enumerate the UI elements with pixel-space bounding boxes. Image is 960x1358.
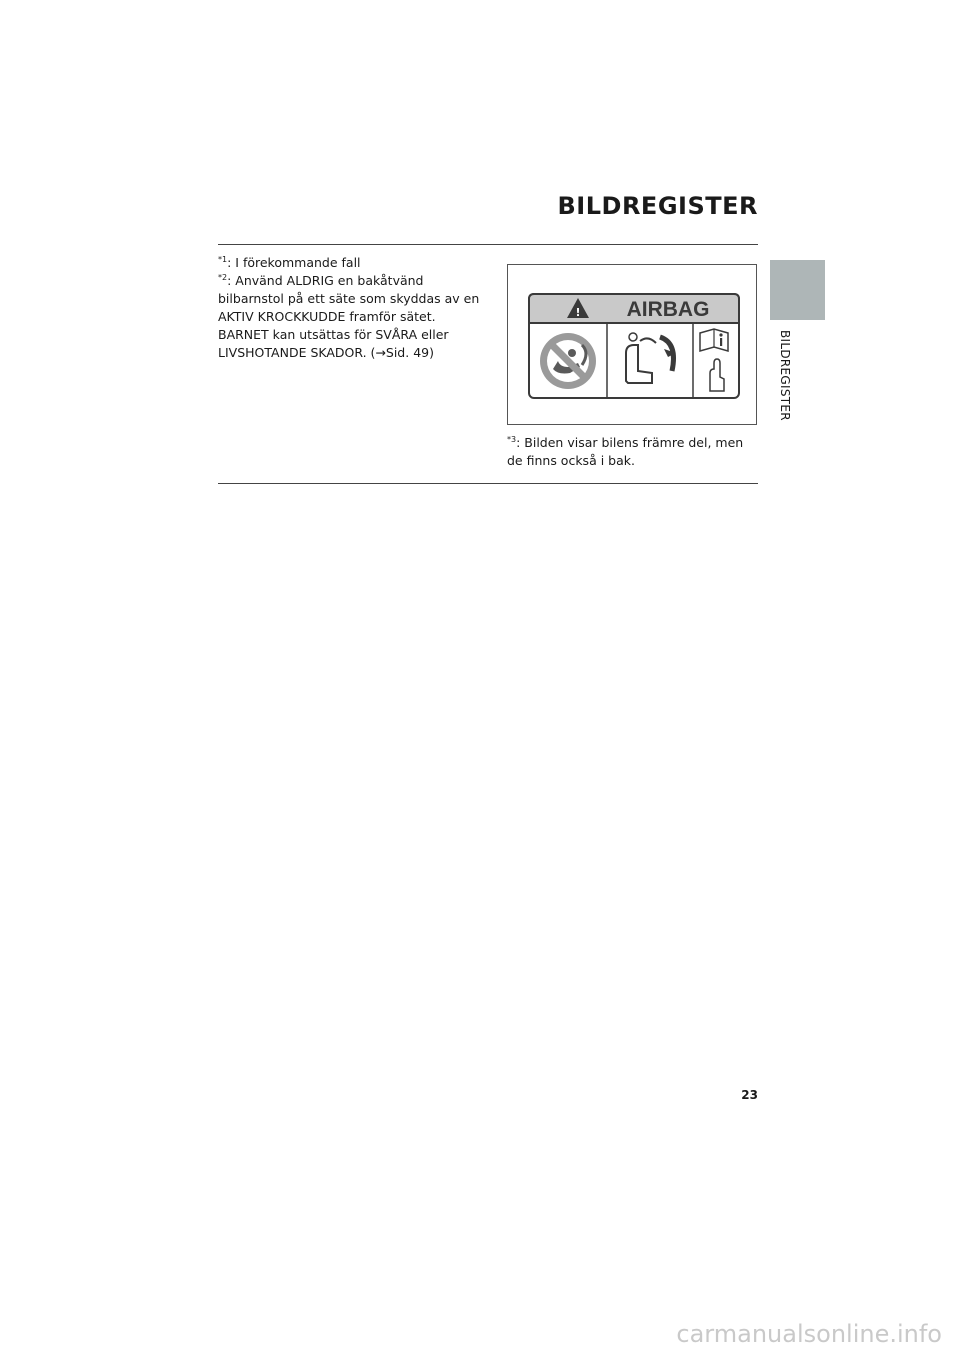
footnote-2-number: 2: [222, 272, 228, 282]
footnote-3-text: : Bilden visar bilens främre del, men de finns också i bak.: [507, 435, 744, 468]
footnote-2-marker: [218, 273, 227, 282]
side-tab-label: BILDREGISTER: [778, 330, 792, 421]
footnote-1-number: 1: [222, 254, 228, 264]
airbag-warning-label: [528, 293, 740, 399]
top-divider: [218, 244, 758, 245]
footnote-3: [507, 434, 759, 470]
footnote-3-marker: [507, 435, 516, 444]
footnote-1: [218, 254, 480, 272]
warning-exclamation: !: [575, 306, 581, 319]
footnote-2: [218, 272, 480, 362]
page-title: BILDREGISTER: [557, 192, 758, 220]
footnote-2-asterisk: *: [218, 272, 222, 282]
bottom-divider: [218, 483, 758, 484]
no-rear-facing-child-seat-icon: [540, 333, 596, 389]
footnote-1-text: : I förekommande fall: [227, 255, 361, 270]
footnote-3-number: 3: [511, 434, 517, 444]
airbag-label-figure: [507, 264, 757, 425]
footnote-2-text: : Använd ALDRIG en bakåtvänd bilbarnstol på ett säte som skyddas av en AKTIV KROCKKUDDE framför sätet. BARNET kan utsättas för SVÅRA eller LIVSHOTANDE SKADOR. (→Sid. 49): [218, 273, 480, 360]
side-tab: [770, 260, 825, 320]
footnote-1-asterisk: *: [218, 254, 222, 264]
airbag-word: AIRBAG: [626, 298, 710, 321]
figure-caption: [507, 434, 759, 470]
footnote-1-marker: [218, 255, 227, 264]
footnote-3-asterisk: *: [507, 434, 511, 444]
footnotes: [218, 254, 480, 362]
page-number: 23: [741, 1088, 758, 1102]
watermark: carmanualsonline.info: [676, 1320, 942, 1348]
